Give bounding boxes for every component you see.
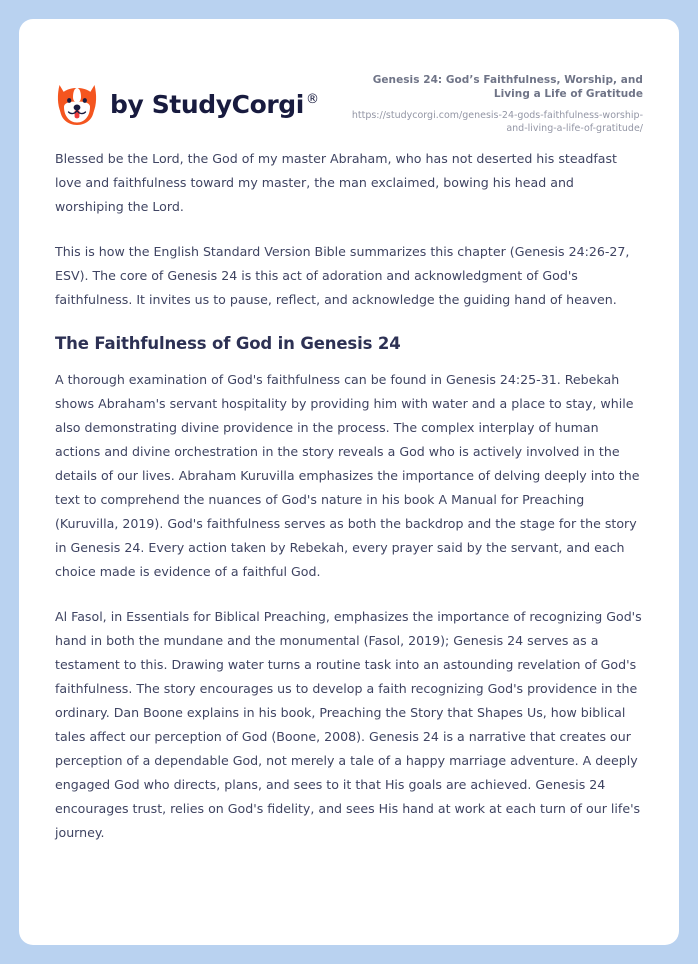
registered-trademark-icon: ® bbox=[305, 91, 319, 107]
document-meta bbox=[319, 73, 643, 135]
paragraph-section-2: Al Fasol, in Essentials for Biblical Preaching, emphasizes the importance of recognizing God's hand in both the mundane and the monumental (Fasol, 2019); Genesis 24 serves as a testament to this. Drawing water turns a routine task into an astounding revelation of God's faithfulness. The story encourages us to develop a faith recognizing God's providence in the ordinary. Dan Boone explains in his book, Preaching the Story that Shapes Us, how biblical tales affect our perception of God (Boone, 2008). Genesis 24 is a narrative that creates our perception of a dependable God, not merely a tale of a happy marriage adventure. A deeply engaged God who directs, plans, and sees to it that His goals are achieved. Genesis 24 encourages trust, relies on God's fidelity, and sees His hand at work at each turn of our life's journey. bbox=[55, 609, 642, 841]
document-page-card bbox=[19, 19, 679, 945]
document-title: Genesis 24: God’s Faithfulness, Worship, and Living a Life of Gratitude bbox=[372, 74, 643, 101]
document-header bbox=[19, 19, 679, 147]
corgi-face-logo-icon bbox=[55, 81, 99, 127]
brand-wordmark bbox=[110, 89, 319, 119]
document-source-url[interactable]: https://studycorgi.com/genesis-24-gods-faithfulness-worship-and-living-a-life-of-gratitude/ bbox=[351, 109, 643, 134]
section-heading-faithfulness: The Faithfulness of God in Genesis 24 bbox=[55, 334, 401, 353]
paragraph-intro-summary: This is how the English Standard Version Bible summarizes this chapter (Genesis 24:26-27, ESV). The core of Genesis 24 is this act of adoration and acknowledgment of God's faithfulness. It invites us to pause, reflect, and acknowledge the guiding hand of heaven. bbox=[55, 244, 630, 307]
paragraph-section-1: A thorough examination of God's faithfulness can be found in Genesis 24:25-31. Rebekah shows Abraham's servant hospitality by providing him with water and a place to stay, while also demonstrating divine providence in the process. The complex interplay of human actions and divine orchestration in the story reveals a God who is actively involved in the details of our lives. Abraham Kuruvilla emphasizes the importance of delving deeply into the text to comprehend the nuances of God's nature in his book A Manual for Preaching (Kuruvilla, 2019). God's faithfulness serves as both the backdrop and the stage for the story in Genesis 24. Every action taken by Rebekah, every prayer said by the servant, and each choice made is evidence of a faithful God. bbox=[55, 372, 640, 580]
document-body bbox=[19, 147, 679, 845]
paragraph-intro-quote: Blessed be the Lord, the God of my master Abraham, who has not deserted his steadfast love and faithfulness toward my master, the man exclaimed, bowing his head and worshiping the Lord. bbox=[55, 151, 617, 214]
brand-name-text: by StudyCorgi bbox=[110, 89, 304, 119]
brand-logo-group[interactable] bbox=[55, 81, 319, 127]
